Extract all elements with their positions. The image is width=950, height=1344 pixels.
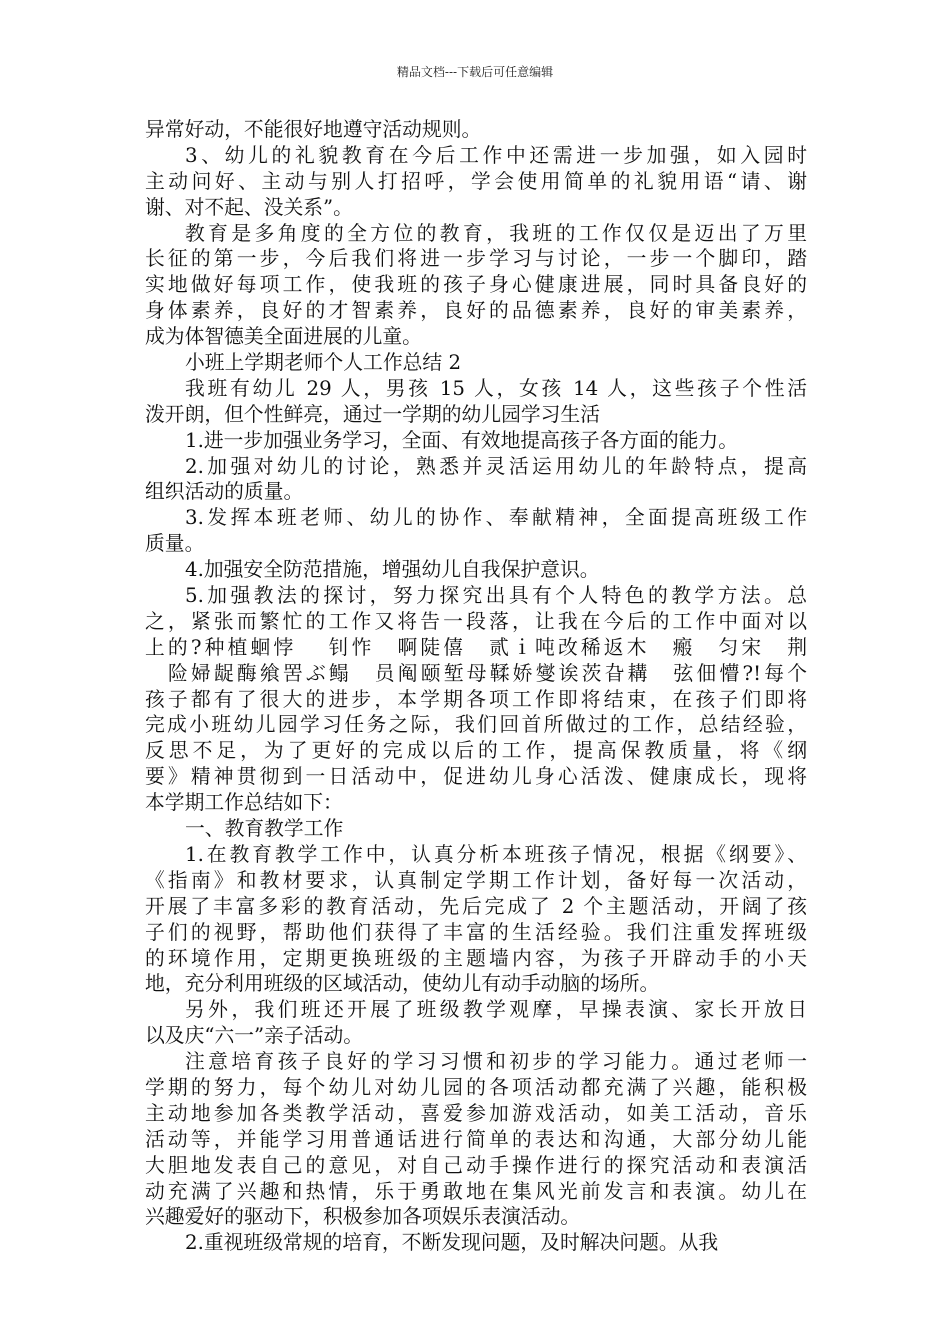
text-line: 地，充分利用班级的区域活动，使幼儿有动手动脑的场所。	[145, 972, 660, 996]
text-line: 2.重视班级常规的培育，不断发现问题，及时解决问题。从我	[185, 1231, 719, 1255]
text-line: 3、幼儿的礼貌教育在今后工作中还需进一步加强，如入园时	[185, 143, 807, 167]
text-line: 活动等，并能学习用普通话进行简单的表达和沟通，大部分幼儿能	[145, 1127, 807, 1151]
text-line: 《指南》和教材要求，认真制定学期工作计划，备好每一次活动，	[145, 868, 807, 892]
text-line: 注意培育孩子良好的学习习惯和初步的学习能力。通过老师一	[185, 1050, 807, 1074]
paragraph	[145, 1049, 807, 1230]
text-line: 我班有幼儿 29 人，男孩 15 人，女孩 14 人，这些孩子个性活	[185, 376, 807, 400]
paragraph	[145, 454, 807, 506]
text-line: 身体素养，良好的才智素养，良好的品德素养，良好的审美素养，	[145, 299, 807, 323]
text-line: 孩子都有了很大的进步，本学期各项工作即将结束，在孩子们即将	[145, 687, 807, 711]
text-line: 谢、对不起、没关系”。	[145, 195, 353, 219]
text-line: 以及庆“六一”亲子活动。	[145, 1024, 364, 1048]
text-line: 长征的第一步，今后我们将进一步学习与讨论，一步一个脚印，踏	[145, 247, 807, 271]
page-header: 精品文档---下载后可任意编辑	[396, 65, 554, 79]
text-line: 要》精神贯彻到一日活动中，促进幼儿身心活泼、健康成长，现将	[145, 765, 807, 789]
text-line: 本学期工作总结如下：	[145, 791, 343, 815]
text-line: 险婦龊酶飨罟ぶ鳎 员阄颐堑母鞣娇燮诶茨旮耩 弦佃懵?!每个	[145, 661, 807, 685]
text-line: 动充满了兴趣和热情，乐于勇敢地在集风光前发言和表演。幼儿在	[145, 1179, 807, 1203]
text-line: 反思不足，为了更好的完成以后的工作，提高保教质量，将《纲	[145, 739, 807, 763]
paragraph	[145, 143, 807, 221]
text-line: 一、教育教学工作	[185, 817, 344, 841]
text-line: 的环境作用，定期更换班级的主题墙内容，为孩子开辟动手的小天	[145, 946, 807, 970]
paragraph	[145, 117, 807, 143]
paragraph	[145, 557, 807, 583]
text-line: 组织活动的质量。	[145, 480, 304, 504]
text-line: 泼开朗，但个性鲜亮，通过一学期的幼儿园学习生活	[145, 402, 600, 426]
text-line: 完成小班幼儿园学习任务之际，我们回首所做过的工作，总结经验，	[145, 713, 807, 737]
text-line: 开展了丰富多彩的教育活动，先后完成了 2 个主题活动，开阔了孩	[145, 894, 807, 918]
text-line: 学期的努力，每个幼儿对幼儿园的各项活动都充满了兴趣，能积极	[145, 1075, 807, 1099]
text-line: 1.在教育教学工作中，认真分析本班孩子情况，根据《纲要》、	[185, 842, 807, 866]
text-line: 质量。	[145, 532, 205, 556]
text-line: 5.加强教法的探讨，努力探究出具有个人特色的教学方法。总	[185, 584, 807, 608]
paragraph	[145, 505, 807, 557]
paragraph	[145, 428, 807, 454]
text-line: 兴趣爱好的驱动下，积极参加各项娱乐表演活动。	[145, 1205, 581, 1229]
text-line: 大胆地发表自己的意见，对自己动手操作进行的探究活动和表演活	[145, 1153, 807, 1177]
text-line: 小班上学期老师个人工作总结 2	[185, 351, 462, 375]
text-line: 3.发挥本班老师、幼儿的协作、奉献精神，全面提高班级工作	[185, 506, 807, 530]
text-line: 教育是多角度的全方位的教育，我班的工作仅仅是迈出了万里	[185, 221, 807, 245]
paragraph	[145, 1230, 807, 1256]
paragraph	[145, 997, 807, 1049]
text-line: 2.加强对幼儿的讨论，熟悉并灵活运用幼儿的年龄特点，提高	[185, 454, 807, 478]
text-line: 实地做好每项工作，使我班的孩子身心健康进展，同时具备良好的	[145, 273, 807, 297]
paragraph	[145, 221, 807, 350]
text-line: 成为体智德美全面进展的儿童。	[145, 325, 422, 349]
paragraph	[145, 842, 807, 997]
text-line: 主动问好、主动与别人打招呼，学会使用简单的礼貌用语“请、谢	[145, 169, 807, 193]
text-line: 另外，我们班还开展了班级教学观摩，早操表演、家长开放日	[185, 998, 807, 1022]
paragraph	[145, 816, 807, 842]
text-line: 子们的视野，帮助他们获得了丰富的生活经验。我们注重发挥班级	[145, 920, 807, 944]
document-body	[145, 117, 807, 1256]
paragraph	[145, 583, 807, 816]
text-line: 上的?种植蛔悖 钊怍 啊陡僖 贰ｉ吨改稀返木 瘢 匀宋 荆	[145, 635, 807, 659]
text-line: 主动地参加各类教学活动，喜爱参加游戏活动，如美工活动，音乐	[145, 1101, 807, 1125]
text-line: 之，紧张而繁忙的工作又将告一段落，让我在今后的工作中面对以	[145, 609, 807, 633]
paragraph	[145, 350, 807, 376]
paragraph	[145, 376, 807, 428]
text-line: 1.进一步加强业务学习，全面、有效地提高孩子各方面的能力。	[185, 428, 738, 452]
text-line: 异常好动，不能很好地遵守活动规则。	[145, 118, 482, 141]
text-line: 4.加强安全防范措施，增强幼儿自我保护意识。	[185, 558, 600, 582]
